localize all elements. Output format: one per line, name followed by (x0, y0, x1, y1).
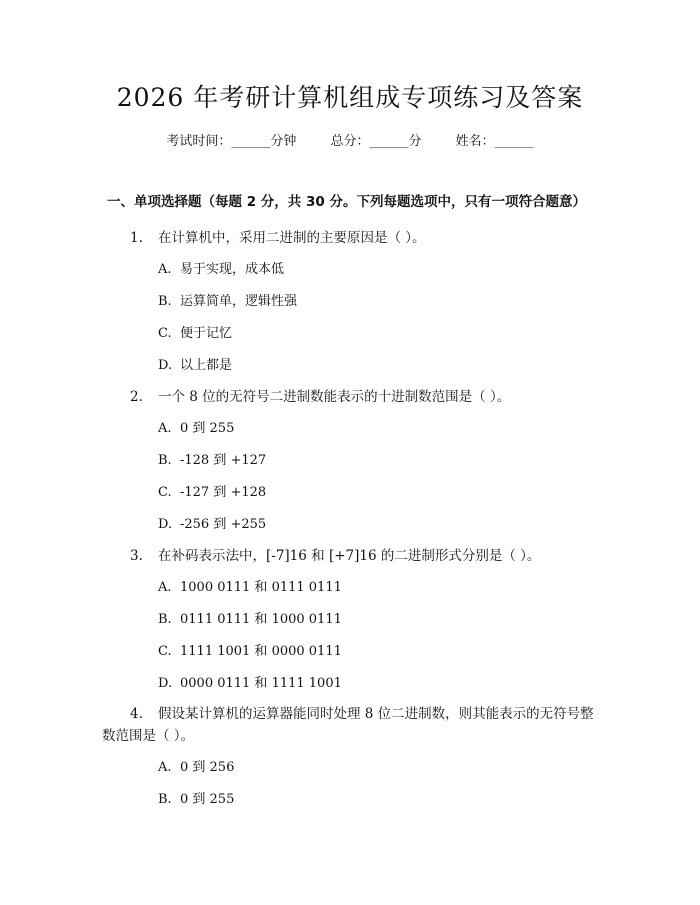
option-text: 1000 0111 和 0111 0111 (180, 580, 342, 595)
option-letter: D. (158, 517, 173, 532)
option-3b (158, 608, 342, 627)
option-text: -128 到 +127 (180, 453, 267, 468)
option-text: 1111 1001 和 0000 0111 (180, 644, 342, 659)
option-text: 0 到 256 (180, 760, 235, 775)
page-title: 2026 年考研计算机组成专项练习及答案 (116, 83, 584, 112)
option-text: 便于记忆 (180, 326, 233, 341)
option-2d (158, 513, 266, 532)
exam-time-field: 考试时间：______分钟 (166, 134, 297, 149)
option-3a (158, 576, 342, 595)
question-1 (130, 226, 426, 246)
option-letter: A. (158, 262, 172, 277)
option-2a (158, 417, 234, 436)
question-2 (130, 385, 510, 405)
question-text: 在补码表示法中，[-7]16 和 [+7]16 的二进制形式分别是（ ）。 (158, 548, 541, 564)
option-text: 以上都是 (180, 358, 233, 373)
option-text: 0111 0111 和 1000 0111 (180, 612, 342, 627)
option-letter: B. (158, 294, 172, 309)
student-name-field: 姓名：______ (455, 134, 534, 149)
option-4a (158, 756, 234, 775)
option-text: 运算简单，逻辑性强 (180, 294, 298, 309)
question-number: 3. (130, 548, 143, 564)
option-3d (158, 672, 342, 691)
option-letter: D. (158, 676, 173, 691)
option-letter: C. (158, 644, 172, 659)
option-text: 0 到 255 (180, 421, 235, 436)
option-letter: C. (158, 326, 172, 341)
question-4-continued: 数范围是（ ）。 (102, 728, 195, 744)
option-text: -256 到 +255 (180, 517, 267, 532)
option-letter: D. (158, 358, 173, 373)
question-text-line1: 假设某计算机的运算器能同时处理 8 位二进制数，则其能表示的无符号整 (158, 706, 594, 722)
option-letter: A. (158, 580, 172, 595)
question-text: 在计算机中，采用二进制的主要原因是（ ）。 (158, 230, 426, 246)
option-letter: B. (158, 453, 172, 468)
option-2b (158, 449, 266, 468)
question-number: 1. (130, 230, 143, 246)
option-letter: B. (158, 612, 172, 627)
option-1c (158, 322, 232, 341)
option-text: 易于实现，成本低 (180, 262, 285, 277)
option-2c (158, 481, 266, 500)
option-letter: B. (158, 792, 172, 807)
exam-meta (0, 130, 700, 149)
section-heading: 一、单项选择题（每题 2 分，共 30 分。下列每题选项中，只有一项符合题意） (107, 194, 586, 210)
question-number: 4. (130, 706, 143, 722)
option-letter: A. (158, 421, 172, 436)
question-text: 一个 8 位的无符号二进制数能表示的十进制数范围是（ ）。 (158, 389, 511, 405)
question-number: 2. (130, 389, 143, 405)
option-text: 0000 0111 和 1111 1001 (180, 676, 342, 691)
option-text: 0 到 255 (180, 792, 235, 807)
option-text: -127 到 +128 (180, 485, 267, 500)
option-letter: C. (158, 485, 172, 500)
total-score-field: 总分：______分 (330, 134, 422, 149)
option-4b (158, 788, 234, 807)
question-4 (130, 702, 610, 722)
option-1d (158, 354, 232, 373)
option-1a (158, 258, 284, 277)
option-letter: A. (158, 760, 172, 775)
question-3 (130, 544, 540, 564)
option-3c (158, 640, 342, 659)
option-1b (158, 290, 297, 309)
